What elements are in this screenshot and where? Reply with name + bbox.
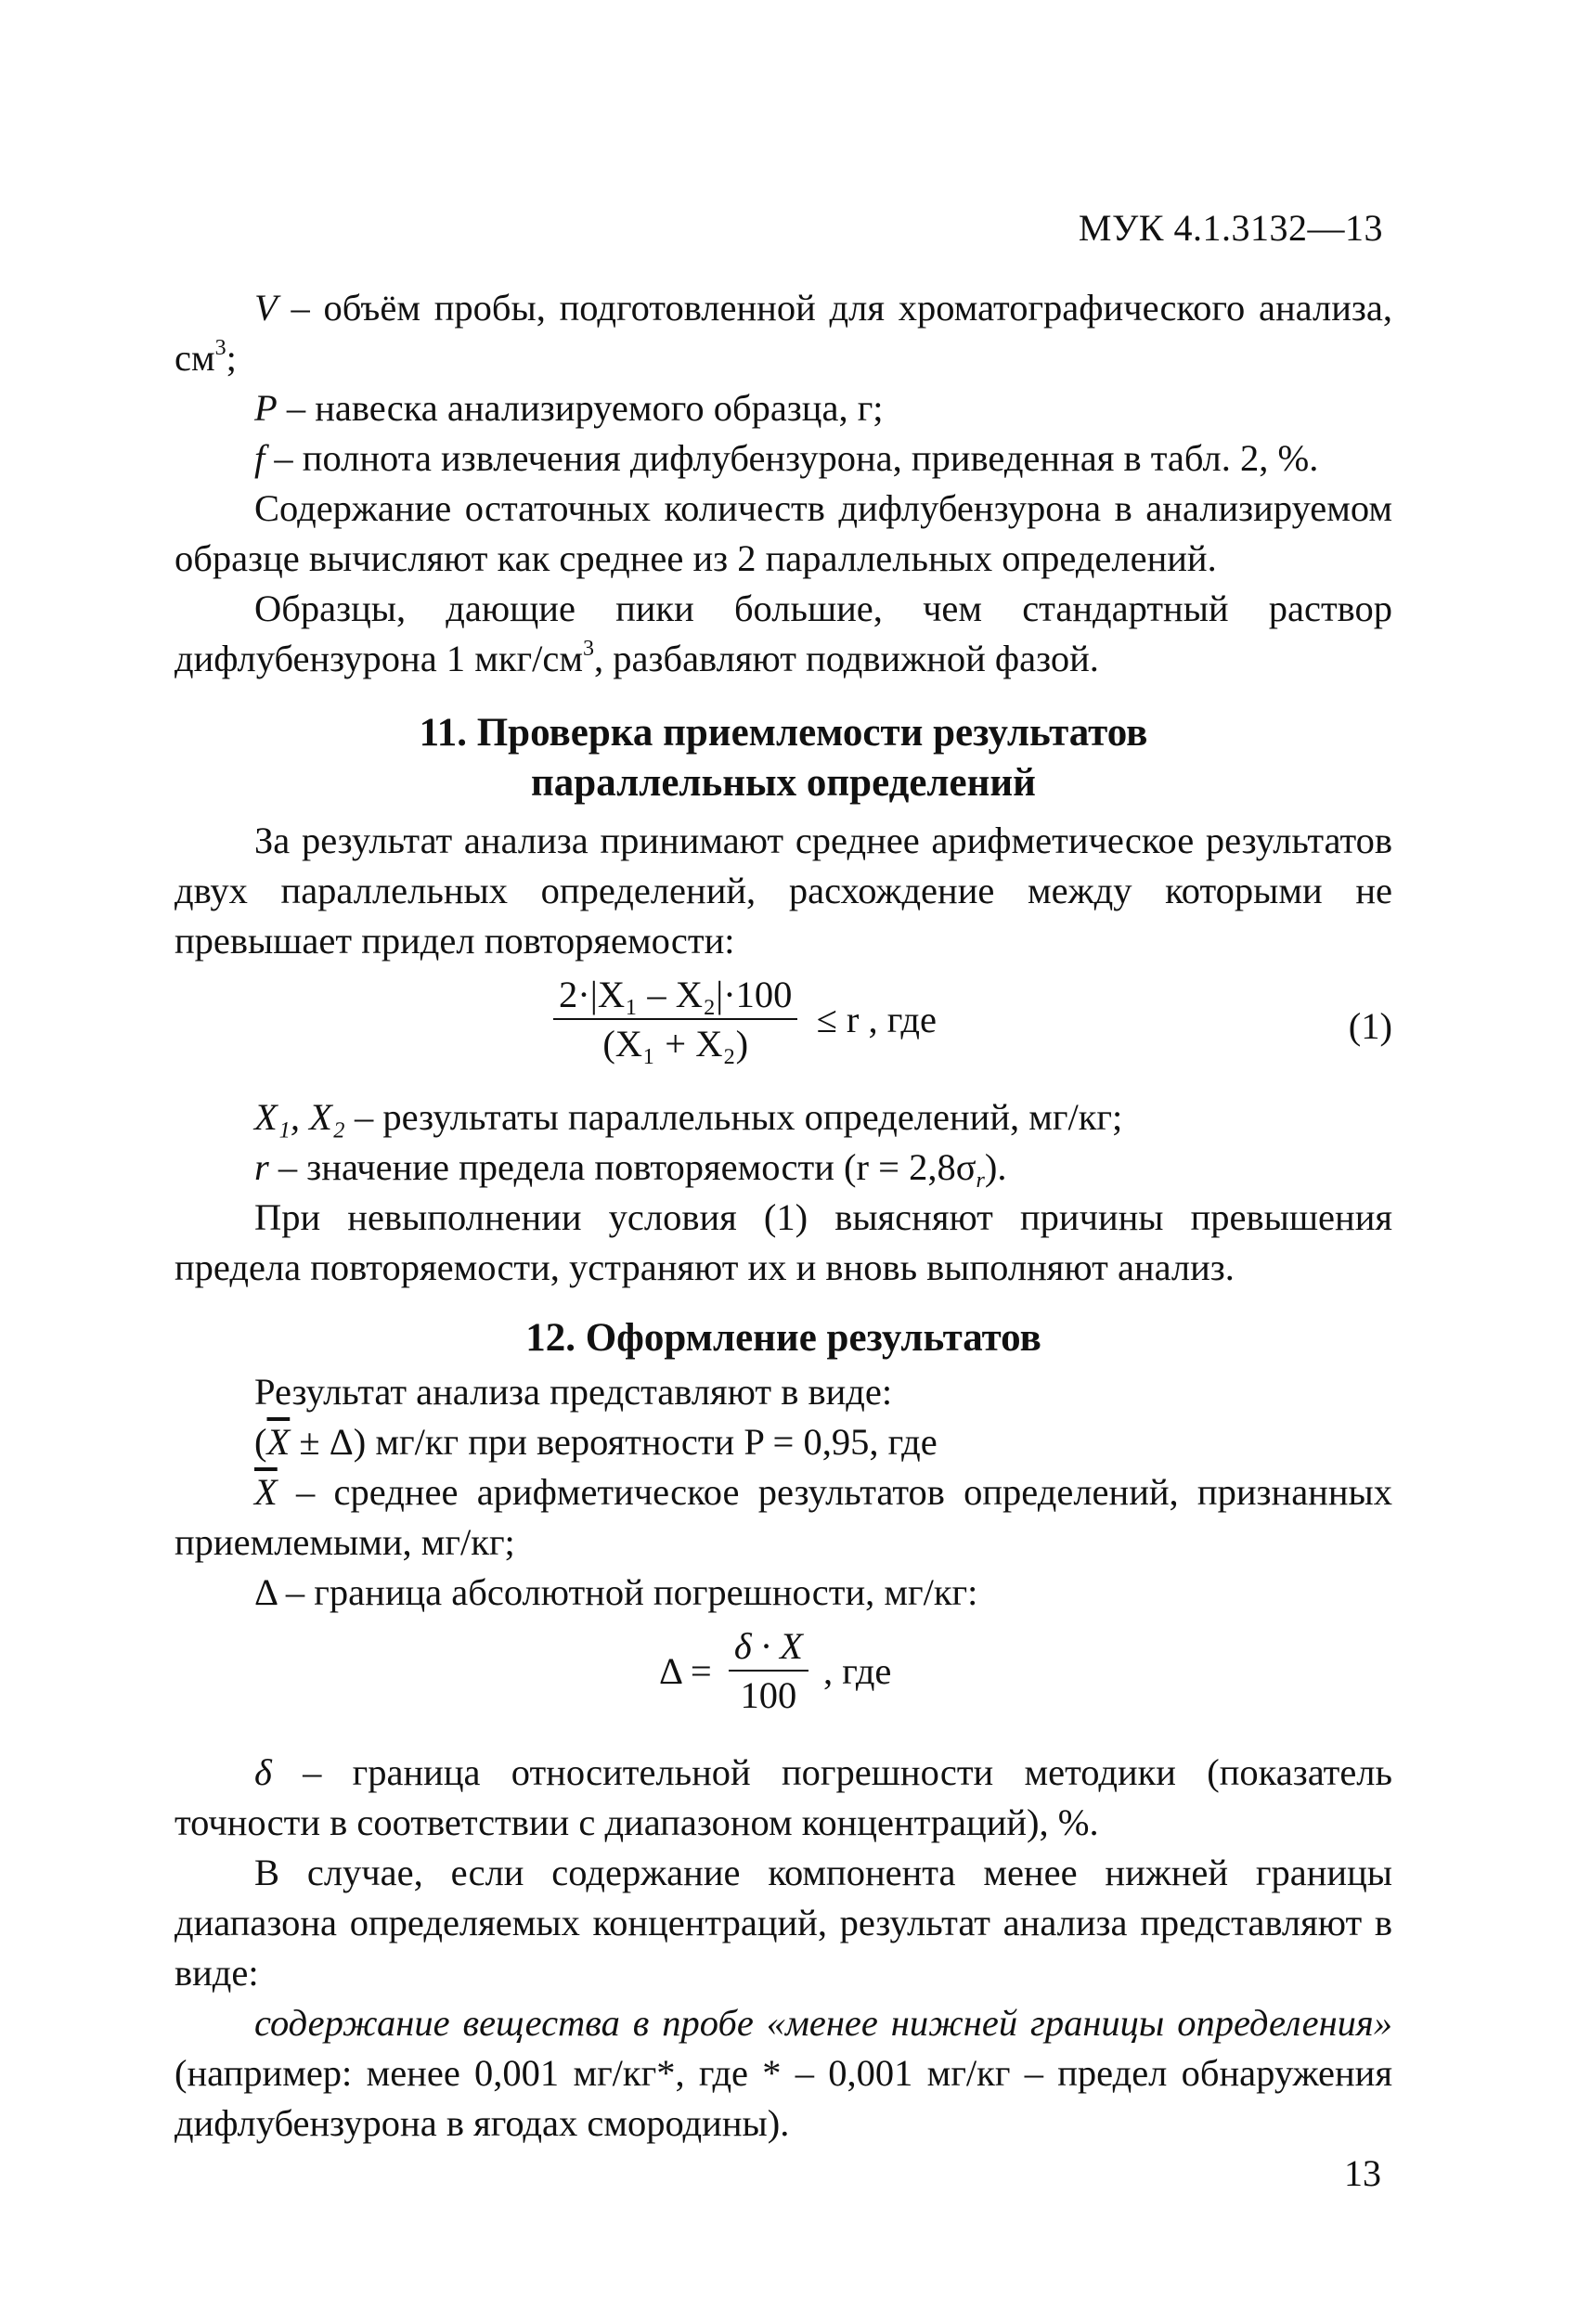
line-form-open: ( — [254, 1421, 267, 1463]
para-samples-sup: 3 — [582, 637, 594, 661]
formula-delta-fraction — [729, 1625, 808, 1718]
para-case: В случае, если содержание компонента менее нижней границы диапазона определяемых концентраций, результат анализа представляют в виде: — [175, 1852, 1392, 1994]
formula-delta-lhs: Δ = — [659, 1650, 712, 1692]
section-11-title-line1: 11. Проверка приемлемости результатов — [419, 711, 1148, 755]
formula-delta-numerator: δ · X — [729, 1625, 808, 1672]
def-v — [175, 283, 1392, 383]
def-p — [175, 383, 1392, 433]
line-form — [175, 1417, 1392, 1467]
def-v-sup: 3 — [214, 336, 226, 360]
def-v-symbol: V — [254, 287, 278, 329]
formula-repeatability-denominator: (X₁ + X₂) — [602, 1023, 749, 1065]
def-r-sub: r — [976, 1168, 985, 1193]
def-r — [175, 1143, 1392, 1193]
line-form-xbar: $\overline{X}$ — [266, 1421, 291, 1463]
page-content — [175, 283, 1392, 2149]
def-x-text: – результаты параллельных определений, мг/кг; — [344, 1096, 1123, 1138]
def-xbar-symbol: $\overline{X}$ — [254, 1471, 278, 1513]
formula-repeatability-tail: ≤ r , где — [816, 999, 937, 1040]
def-x — [175, 1092, 1392, 1143]
def-r-end: ). — [984, 1146, 1007, 1188]
def-r-symbol: r — [254, 1146, 269, 1188]
para-samples-b: , разбавляют подвижной фазой. — [593, 638, 1099, 679]
def-f-symbol: f — [254, 437, 265, 479]
def-delta-rel — [175, 1748, 1392, 1848]
para-samples-a: Образцы, дающие пики большие, чем стандартный раствор дифлубензурона 1 мкг/см — [175, 587, 1392, 679]
def-xbar-text: – среднее арифметическое результатов определений, признанных приемлемыми, мг/кг; — [175, 1471, 1392, 1563]
def-r-text: – значение предела повторяемости (r = 2,8σ — [268, 1146, 977, 1188]
def-p-symbol: P — [254, 387, 278, 429]
def-delta-rel-text: – граница относительной погрешности методики (показатель точности в соответствии с диапазоном концентраций), %. — [175, 1751, 1392, 1843]
def-f-text: – полнота извлечения дифлубензурона, приведенная в табл. 2, %. — [265, 437, 1319, 479]
def-delta: Δ – граница абсолютной погрешности, мг/кг: — [254, 1571, 978, 1613]
formula-repeatability-numerator: 2·|X₁ – X₂|·100 — [553, 974, 797, 1020]
formula-number: (1) — [1348, 1005, 1392, 1047]
formula-repeatability-fraction — [553, 974, 797, 1066]
section-11-title-line2: параллельных определений — [531, 761, 1036, 805]
def-delta-rel-symbol: δ — [254, 1751, 272, 1793]
para-example-text: (например: менее 0,001 мг/кг*, где * – 0,001 мг/кг – предел обнаружения дифлубензурона в ягодах смородины). — [175, 2052, 1392, 2144]
formula-delta-expr — [659, 1625, 891, 1718]
para-fail: При невыполнении условия (1) выясняют причины превышения предела повторяемости, устраняют их и вновь выполняют анализ. — [175, 1196, 1392, 1288]
def-x-symbol: X₁, X₂ — [254, 1096, 345, 1138]
line-present: Результат анализа представляют в виде: — [254, 1371, 893, 1413]
formula-delta-tail: , где — [822, 1650, 892, 1692]
page-number: 13 — [1344, 2152, 1381, 2194]
formula-delta — [175, 1625, 1392, 1735]
formula-repeatability — [175, 974, 1392, 1083]
para-content: Содержание остаточных количеств дифлубензурона в анализируемом образце вычисляют как среднее из 2 параллельных определений. — [175, 487, 1392, 579]
para-samples — [175, 584, 1392, 684]
def-v-tail: ; — [226, 337, 237, 379]
formula-repeatability-expr — [553, 974, 937, 1066]
def-p-text: – навеска анализируемого образца, г; — [277, 387, 884, 429]
para-example-italic: содержание вещества в пробе «менее нижней границы определения» — [254, 2002, 1392, 2044]
formula-delta-denominator: 100 — [740, 1674, 797, 1716]
section-12-title: 12. Оформление результатов — [525, 1316, 1041, 1360]
section-11-title — [175, 708, 1392, 808]
para-example — [175, 1998, 1392, 2149]
def-f — [175, 433, 1392, 484]
def-xbar — [175, 1467, 1392, 1568]
section-11-para: За результат анализа принимают среднее арифметическое результатов двух параллельных определений, расхождение между которыми не превышает придел повторяемости: — [175, 820, 1392, 962]
document-code: МУК 4.1.3132—13 — [1078, 207, 1383, 249]
def-v-text: – объём пробы, подготовленной для хроматографического анализа, см — [175, 287, 1392, 379]
line-form-rest: ± Δ) мг/кг при вероятности P = 0,95, где — [290, 1421, 938, 1463]
